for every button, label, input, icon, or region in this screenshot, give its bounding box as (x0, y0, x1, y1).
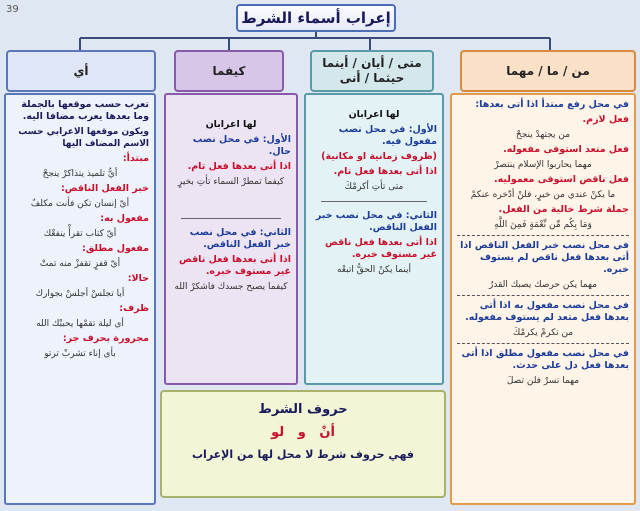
ay-label-7: مجرورة بحرف جر: (62, 333, 149, 344)
particles-title: حروف الشرط (258, 402, 348, 417)
column-kayfama (164, 93, 298, 385)
ay-label-4: مفعول مطلق: (82, 243, 149, 254)
man-example-2: مهما يحاربوا الإسلام ينتصرْ (494, 160, 592, 170)
ay-label-2: خبر الفعل الناقص: (60, 183, 149, 194)
column-man (450, 93, 636, 505)
conditional-particles-box (160, 390, 446, 498)
ay-example-4: أيّ قفزٍ تقفزْ منه تمتْ (39, 259, 121, 269)
page-number: 39 (6, 4, 19, 15)
ay-intro-1: تعرب حسب موقعها بالجملة وما بعدها يعرب مضافا اليه. (21, 99, 149, 122)
man-item-3: فعل ناقص استوفى معموليه. (494, 174, 629, 185)
man-para-2: في محل نصب خبر الفعل الناقص اذا أتى بعدها فعل ناقص لم يستوف خبره. (460, 240, 629, 275)
man-separator-3 (457, 343, 629, 344)
man-item-4: جملة شرط خالية من الفعل. (498, 204, 629, 215)
kayfama-separator (181, 218, 281, 219)
header-man: من / ما / مهما (460, 50, 636, 92)
mata-second-cond: اذا أتى بعدها فعل ناقص غير مستوف خبره. (324, 237, 437, 260)
man-example-4: وَمَا بِكُم مِّن نِّعْمَةٍ فَمِنَ اللَّهِ (494, 220, 592, 230)
man-para-4: في محل نصب مفعول مطلق اذا أتى بعدها فعل دل على حدث. (461, 348, 629, 371)
kayfama-example-2: كيفما يصبح جسدك فاشكرْ الله (174, 282, 288, 292)
man-separator-1 (457, 235, 629, 236)
ay-label-6: ظرف: (119, 303, 149, 314)
man-example-7: مهما تسرْ فلن تصلَ (506, 376, 580, 386)
kayfama-example-1: كيفما تمطرْ السماء تأتِ بخيرٍ (177, 177, 285, 187)
mata-second: الثاني: في محل نصب خبر الفعل الناقص. (315, 210, 437, 233)
particles-letters: أنْ و لو (271, 425, 335, 440)
ay-label-3: مفعول به: (100, 213, 149, 224)
ay-intro-2: ويكون موقعها الاعرابي حسب الاسم المضاف اليها (18, 127, 149, 149)
kayfama-first-cond: اذا أتى بعدها فعل تام. (187, 161, 291, 172)
ay-example-1: أيُّ تلميذ يتذاكرْ ينجحْ (42, 169, 118, 179)
ay-example-3: أيّ كتاب تقرأْ ينفعْك (43, 229, 117, 239)
man-para-3: في محل نصب مفعول به اذا أتى بعدها فعل متعد لم يستوف مفعوله. (465, 300, 629, 323)
kayfama-second-cond: اذا أتى بعدها فعل ناقص غير مستوف خبره. (178, 254, 291, 277)
ay-label-1: مبتدأ: (122, 153, 149, 164)
kayfama-title: لها اعرابان (205, 119, 257, 130)
ay-example-2: أيّ إنسان تكن فأنت مكلفٌ (30, 199, 130, 209)
mata-example-2: أينما يكنْ الحقُّ اتبعْه (336, 265, 412, 275)
ay-example-5: أيا تجلسْ أجلسْ بجوارك (35, 289, 125, 299)
mata-separator (321, 201, 427, 202)
mata-first-cond: اذا أتى بعدها فعل تام. (333, 166, 437, 177)
man-example-6: من تكرمْ يكرمْكَ (512, 328, 574, 338)
particles-note: فهي حروف شرط لا محل لها من الإعراب (192, 448, 414, 461)
column-ay (4, 93, 156, 505)
ay-example-7: بأي إناء تشربْ ترتو (44, 349, 116, 359)
mata-title: لها اعرابان (348, 109, 400, 120)
kayfama-second: الثاني: في محل نصب خبر الفعل الناقص. (189, 227, 291, 250)
man-item-2: فعل متعد استوفى مفعوله. (503, 144, 629, 155)
man-example-5: مهما يكن حرصك يصبك القدرُ (489, 280, 597, 290)
man-separator-2 (457, 295, 629, 296)
mata-first-sub: (ظروف زمانية او مكانية) (321, 151, 437, 162)
ay-label-5: حالا: (127, 273, 149, 284)
header-kayfama: كيفما (174, 50, 284, 92)
mata-example-1: متى تأتِ أكرمْكَ (344, 182, 404, 192)
man-example-3: ما يكنْ عندي من خيرٍ، فلنْ أدّخره عنكمْ (470, 190, 616, 200)
man-item-1: فعل لازم. (582, 114, 629, 125)
kayfama-first: الأول: في محل نصب حال. (192, 134, 291, 157)
mata-first: الأول: في محل نصب مفعول فيه. (338, 124, 437, 147)
header-mata: متى / أيان / أينما حيثما / أنى (310, 50, 434, 92)
diagram-title: إعراب أسماء الشرط (236, 4, 396, 32)
man-example-1: من يجتهدْ ينجحْ (515, 130, 571, 140)
header-ay: أي (6, 50, 156, 92)
column-mata (304, 93, 444, 385)
ay-example-6: أي ليلة تقمْها يحببْك الله (36, 319, 124, 329)
man-intro: في محل رفع مبتدأ اذا أتى بعدها: (475, 99, 629, 110)
